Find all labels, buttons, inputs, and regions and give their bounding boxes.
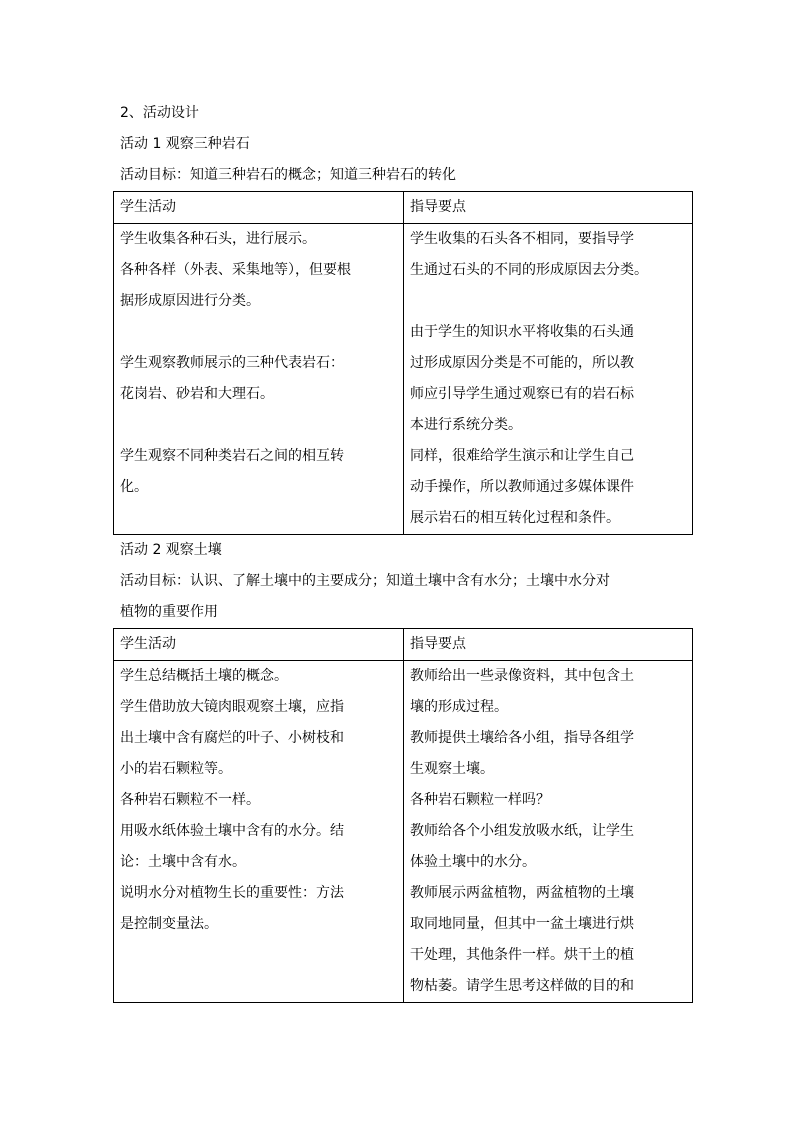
cell-text-line: 体验土壤中的水分。 <box>410 854 536 870</box>
cell-text-line: 学生观察不同种类岩石之间的相互转 <box>120 448 344 464</box>
cell-text-line: 学生收集各种石头，进行展示。 <box>120 231 316 247</box>
activity1-student-activities-cell <box>114 224 404 535</box>
cell-text-line: 说明水分对植物生长的重要性：方法 <box>120 885 344 901</box>
activity2-col1-header: 学生活动 <box>114 629 404 661</box>
cell-text-line: 用吸水纸体验土壤中含有的水分。结 <box>120 823 344 839</box>
cell-text-line: 物枯萎。请学生思考这样做的目的和 <box>410 978 634 994</box>
activity2-title: 活动 2 观察土壤 <box>120 542 222 558</box>
cell-text-line: 教师提供土壤给各小组，指导各组学 <box>410 730 634 746</box>
blank-line <box>120 940 397 971</box>
blank-line <box>120 317 397 348</box>
blank-line <box>120 503 397 534</box>
activity2-goal-line2: 植物的重要作用 <box>120 604 218 620</box>
cell-text-line: 本进行系统分类。 <box>410 417 522 433</box>
cell-text-line: 由于学生的知识水平将收集的石头通 <box>410 324 634 340</box>
cell-text-line: 展示岩石的相互转化过程和条件。 <box>410 510 620 526</box>
activity2-table <box>113 628 693 1003</box>
activity1-table <box>113 191 693 535</box>
activity2-guidance-cell <box>404 661 693 1003</box>
activity2-goal-line1: 活动目标：认识、了解土壤中的主要成分；知道土壤中含有水分；土壤中水分对 <box>120 573 610 589</box>
activity1-title: 活动 1 观察三种岩石 <box>120 136 250 152</box>
cell-text-line: 壤的形成过程。 <box>410 699 508 715</box>
activity1-goal: 活动目标：知道三种岩石的概念；知道三种岩石的转化 <box>120 167 456 183</box>
activity1-table-header-row <box>114 192 693 224</box>
activity1-table-body-row <box>114 224 693 535</box>
cell-text-line: 是控制变量法。 <box>120 916 218 932</box>
cell-text-line: 小的岩石颗粒等。 <box>120 761 232 777</box>
cell-text-line: 化。 <box>120 479 148 495</box>
cell-text-line: 各种各样（外表、采集地等），但要根 <box>120 262 351 278</box>
cell-text-line: 教师给各个小组发放吸水纸，让学生 <box>410 823 634 839</box>
cell-text-line: 干处理，其他条件一样。烘干土的植 <box>410 947 634 963</box>
cell-text-line: 过形成原因分类是不可能的，所以教 <box>410 355 634 371</box>
cell-text-line: 同样，很难给学生演示和让学生自己 <box>410 448 634 464</box>
cell-text-line: 各种岩石颗粒不一样。 <box>120 792 260 808</box>
cell-text-line: 花岗岩、砂岩和大理石。 <box>120 386 274 402</box>
activity1-col2-header: 指导要点 <box>404 192 693 224</box>
blank-line <box>120 410 397 441</box>
cell-text-line: 学生观察教师展示的三种代表岩石： <box>120 355 344 371</box>
cell-text-line: 教师给出一些录像资料，其中包含土 <box>410 668 634 684</box>
activity2-table-header-row <box>114 629 693 661</box>
section-heading: 2、活动设计 <box>120 105 199 121</box>
cell-text-line: 学生收集的石头各不相同，要指导学 <box>410 231 634 247</box>
document-page <box>120 98 680 1003</box>
cell-text-line: 动手操作，所以教师通过多媒体课件 <box>410 479 634 495</box>
cell-text-line: 生通过石头的不同的形成原因去分类。 <box>410 262 648 278</box>
cell-text-line: 各种岩石颗粒一样吗？ <box>410 792 550 808</box>
blank-line <box>120 971 397 1002</box>
cell-text-line: 教师展示两盆植物，两盆植物的土壤 <box>410 885 634 901</box>
cell-text-line: 出土壤中含有腐烂的叶子、小树枝和 <box>120 730 344 746</box>
activity1-col1-header: 学生活动 <box>114 192 404 224</box>
cell-text-line: 学生总结概括土壤的概念。 <box>120 668 288 684</box>
activity2-table-body-row <box>114 661 693 1003</box>
cell-text-line: 师应引导学生通过观察已有的岩石标 <box>410 386 634 402</box>
activity2-student-activities-cell <box>114 661 404 1003</box>
cell-text-line: 据形成原因进行分类。 <box>120 293 260 309</box>
blank-line <box>410 286 686 317</box>
cell-text-line: 论：土壤中含有水。 <box>120 854 246 870</box>
cell-text-line: 学生借助放大镜肉眼观察土壤，应指 <box>120 699 344 715</box>
cell-text-line: 取同地同量，但其中一盆土壤进行烘 <box>410 916 634 932</box>
cell-text-line: 生观察土壤。 <box>410 761 494 777</box>
activity2-col2-header: 指导要点 <box>404 629 693 661</box>
activity1-guidance-cell <box>404 224 693 535</box>
